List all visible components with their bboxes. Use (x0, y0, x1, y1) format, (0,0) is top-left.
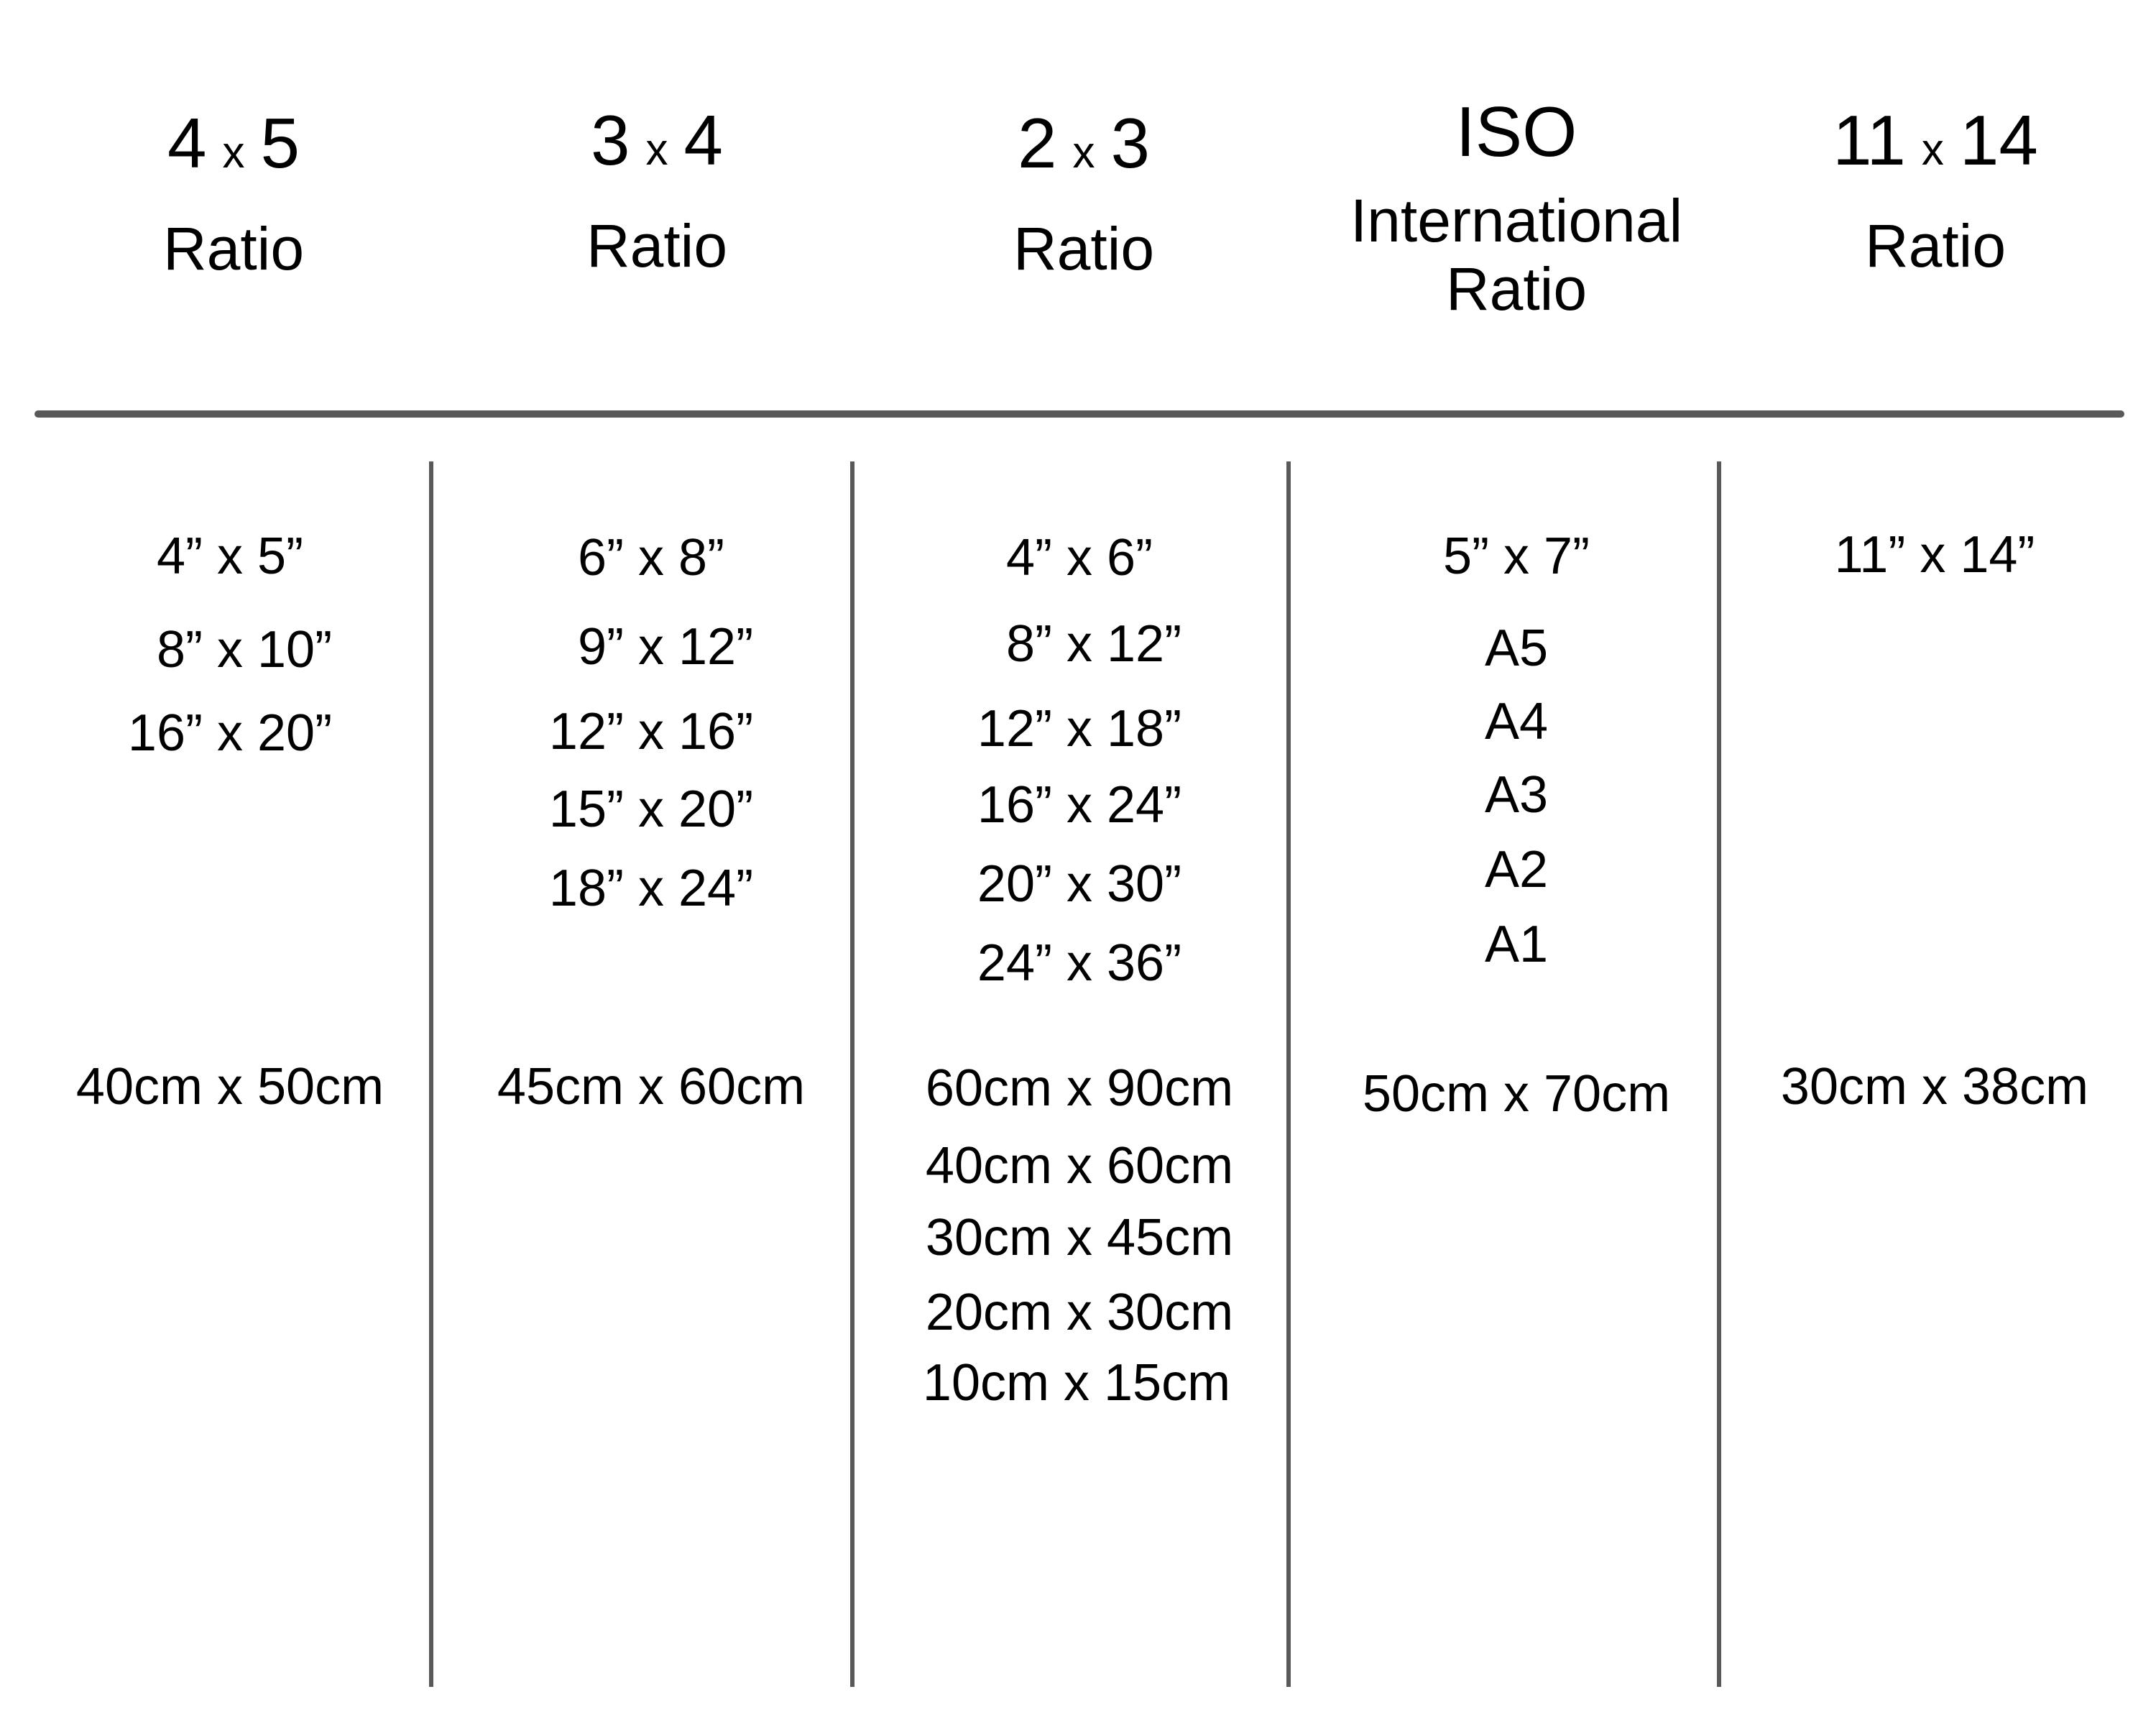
size-label: 16” x 24” (977, 776, 1182, 834)
ratio-label: Ratio (1013, 215, 1155, 282)
ratio-title (883, 104, 1285, 187)
ratio-header (0, 0, 2156, 410)
size-label: 8” x 12” (1005, 615, 1182, 673)
size-label: 40cm x 50cm (75, 1058, 384, 1116)
size-label: 4” x 6” (1005, 529, 1153, 586)
size-label: A3 (1484, 766, 1549, 824)
size-label: 12” x 18” (977, 700, 1182, 758)
ratio-label: Ratio (162, 215, 305, 282)
size-label: 20” x 30” (977, 855, 1182, 913)
ratio-right: 5 (260, 104, 300, 183)
ratio-title (1734, 101, 2137, 184)
iso-title: ISO (1455, 92, 1577, 171)
size-label: 8” x 10” (156, 621, 333, 678)
size-label: A5 (1484, 620, 1549, 677)
ratio-label: Ratio (1445, 254, 1588, 323)
size-label: 20cm x 30cm (925, 1284, 1234, 1341)
size-label: 30cm x 38cm (1780, 1058, 2089, 1116)
ratio-times: x (222, 128, 245, 178)
size-label: 5” x 7” (1442, 528, 1590, 585)
header-iso (1315, 92, 1718, 323)
size-label: 16” x 20” (127, 704, 333, 762)
header-3x4 (456, 101, 858, 280)
ratio-right: 14 (1959, 101, 2038, 180)
size-label: 24” x 36” (977, 934, 1182, 992)
ratio-times: x (645, 125, 668, 175)
size-label: 45cm x 60cm (497, 1058, 806, 1116)
size-label: 12” x 16” (548, 703, 754, 760)
ratio-left: 2 (1017, 104, 1057, 183)
size-label: 50cm x 70cm (1362, 1065, 1671, 1123)
header-2x3 (883, 104, 1285, 282)
size-label: 11” x 14” (1834, 526, 2035, 584)
ratio-left: 11 (1833, 101, 1906, 180)
size-label: 60cm x 90cm (925, 1059, 1234, 1117)
ratio-left: 3 (590, 101, 630, 180)
header-11x14 (1734, 101, 2137, 280)
size-label: 18” x 24” (548, 860, 754, 917)
size-label: 30cm x 45cm (925, 1209, 1234, 1266)
iso-subtitle: International (1350, 187, 1683, 254)
header-4x5 (32, 104, 435, 282)
size-label: A1 (1484, 916, 1549, 973)
size-label: 10cm x 15cm (922, 1354, 1231, 1412)
ratio-right: 4 (683, 101, 724, 180)
ratio-left: 4 (167, 104, 207, 183)
ratio-times: x (1921, 125, 1944, 175)
ratio-label: Ratio (586, 212, 728, 280)
header-rule (34, 410, 2124, 418)
ratio-title (456, 101, 858, 184)
ratio-title (32, 104, 435, 187)
size-label: 9” x 12” (577, 618, 754, 676)
size-label: 40cm x 60cm (925, 1137, 1234, 1195)
size-label: 6” x 8” (577, 529, 725, 586)
size-label: A4 (1484, 693, 1549, 750)
ratio-label: Ratio (1864, 212, 2007, 280)
size-label: 4” x 5” (156, 528, 304, 585)
ratio-right: 3 (1110, 104, 1151, 183)
size-label: 15” x 20” (548, 781, 754, 838)
size-label: A2 (1484, 841, 1549, 898)
ratio-times: x (1072, 128, 1095, 178)
